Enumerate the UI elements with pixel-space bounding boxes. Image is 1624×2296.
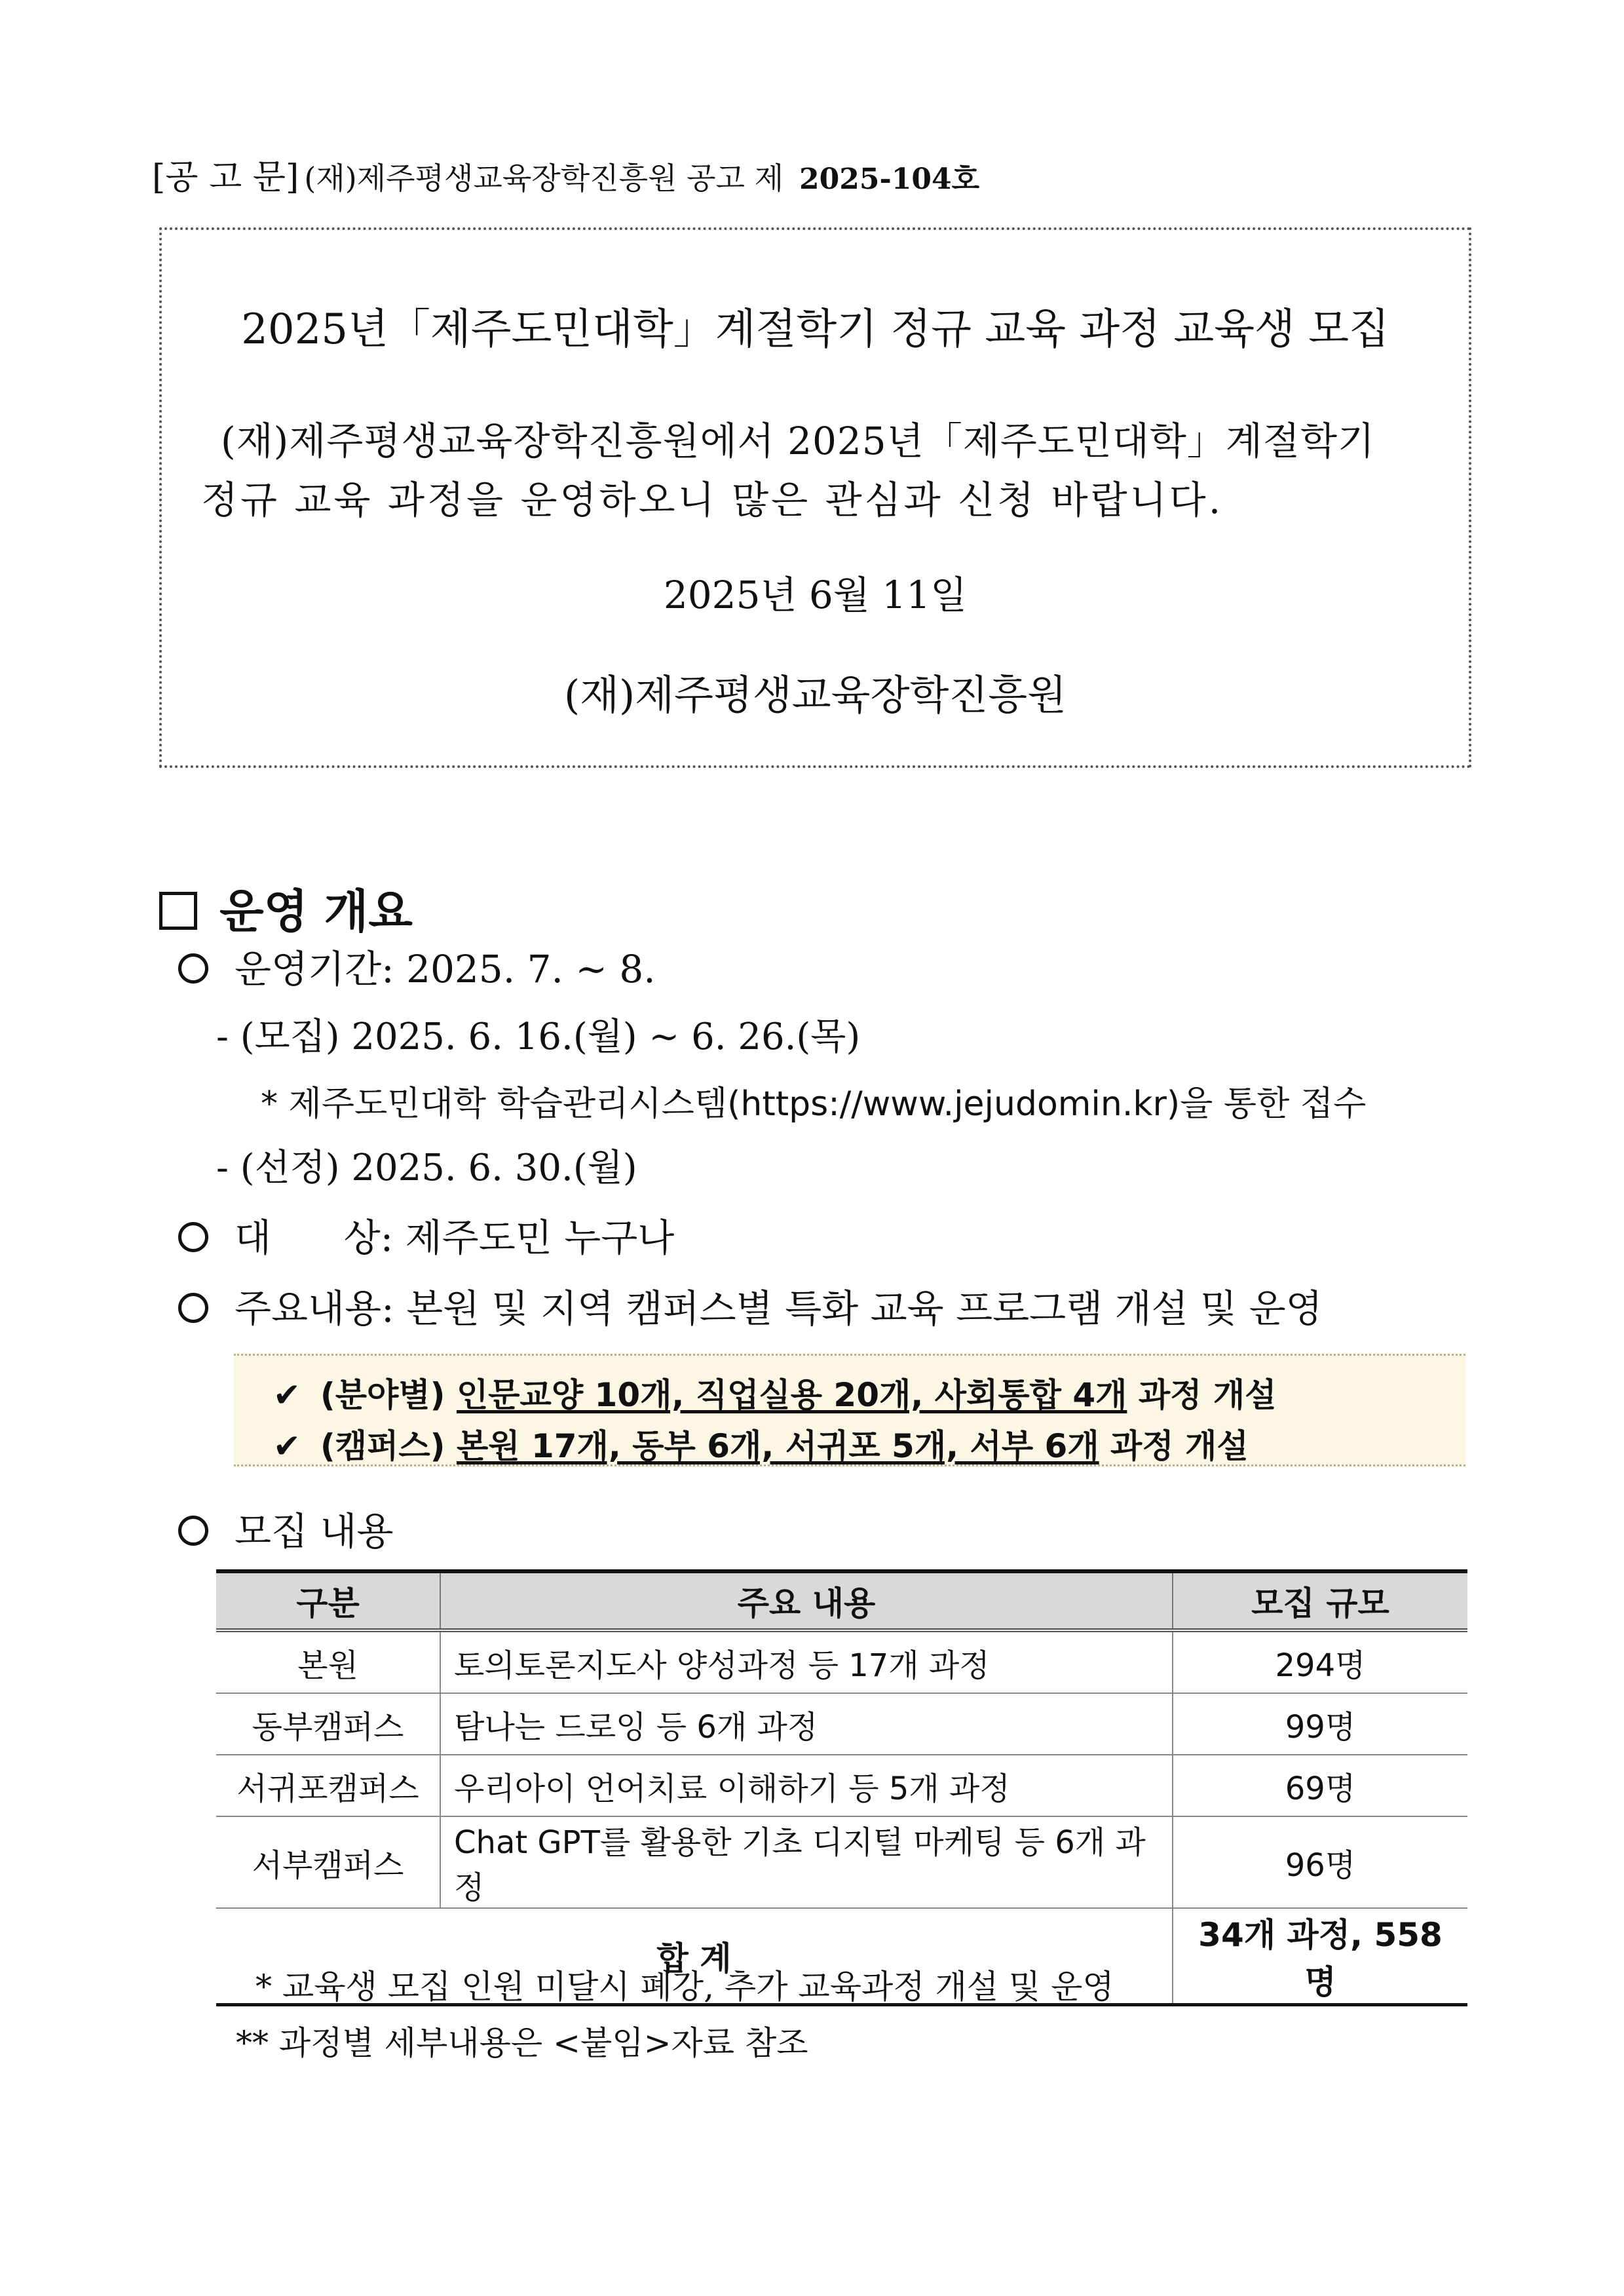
notice-issuer: (재)제주평생교육장학진흥원	[563, 671, 1067, 719]
notice-number: 2025-104호	[799, 163, 980, 196]
table-row: 서귀포캠퍼스 우리아이 언어치료 이해하기 등 5개 과정 69명	[216, 1755, 1467, 1816]
notice-body-line2: 정규 교육 과정을 운영하오니 많은 관심과 신청 바랍니다.	[201, 478, 1224, 522]
highlight-box	[234, 1354, 1465, 1466]
table-header-row	[216, 1571, 1467, 1630]
circle-bullet-icon	[178, 1222, 208, 1252]
footnote-1: * 교육생 모집 인원 미달시 폐강, 추가 교육과정 개설 및 운영	[255, 1968, 1114, 2006]
notice-org: (재)제주평생교육장학진흥원 공고 제	[304, 161, 784, 196]
recruit-content-item: 모집 내용	[178, 1501, 394, 1556]
notice-tag: [공 고 문]	[152, 158, 299, 197]
highlight-field: ✔ (분야별) 인문교양 10개, 직업실용 20개, 사회통합 4개 과정 개설	[273, 1376, 1277, 1414]
table-row: 서부캠퍼스 Chat GPT를 활용한 기초 디지털 마케팅 등 6개 과정 96명	[216, 1816, 1467, 1908]
section-title: 운영 개요	[159, 875, 413, 941]
notice-date: 2025년 6월 11일	[663, 573, 968, 617]
table-row: 동부캠퍼스 탐나는 드로잉 등 6개 과정 99명	[216, 1693, 1467, 1755]
notice-header	[152, 149, 979, 199]
header-category: 구분	[216, 1571, 440, 1630]
circle-bullet-icon	[178, 1516, 208, 1546]
select-line: - (선정) 2025. 6. 30.(월)	[216, 1147, 637, 1189]
recruit-line: - (모집) 2025. 6. 16.(월) ~ 6. 26.(목)	[216, 1016, 861, 1058]
square-bullet-icon	[159, 892, 197, 930]
period-item: 운영기간: 2025. 7. ~ 8.	[178, 938, 656, 993]
total-value: 34개 과정, 558명	[1173, 1908, 1467, 2005]
check-icon: ✔	[273, 1376, 301, 1414]
recruit-table	[216, 1569, 1467, 2006]
total-label: 합 계	[216, 1908, 1173, 2005]
table-row: 본원 토의토론지도사 양성과정 등 17개 과정 294명	[216, 1630, 1467, 1693]
notice-box	[159, 227, 1471, 768]
circle-bullet-icon	[178, 1293, 208, 1323]
content-item: 주요내용: 본원 및 지역 캠퍼스별 특화 교육 프로그램 개설 및 운영	[178, 1278, 1323, 1333]
footnote-2: ** 과정별 세부내용은 <붙임>자료 참조	[236, 2024, 808, 2062]
recruit-note: * 제주도민대학 학습관리시스템(https://www.jejudomin.kr)을 통한 접수	[261, 1084, 1367, 1124]
notice-body-line1: (재)제주평생교육장학진흥원에서 2025년「제주도민대학」계절학기	[221, 419, 1376, 463]
circle-bullet-icon	[178, 953, 208, 984]
highlight-campus: ✔ (캠퍼스) 본원 17개, 동부 6개, 서귀포 5개, 서부 6개 과정 개설	[273, 1427, 1249, 1465]
check-icon: ✔	[273, 1427, 301, 1465]
target-item: 대 상: 제주도민 누구나	[178, 1207, 674, 1262]
notice-title: 2025년「제주도민대학」계절학기 정규 교육 과정 교육생 모집	[241, 305, 1389, 354]
header-content: 주요 내용	[440, 1571, 1173, 1630]
header-scale: 모집 규모	[1173, 1571, 1467, 1630]
